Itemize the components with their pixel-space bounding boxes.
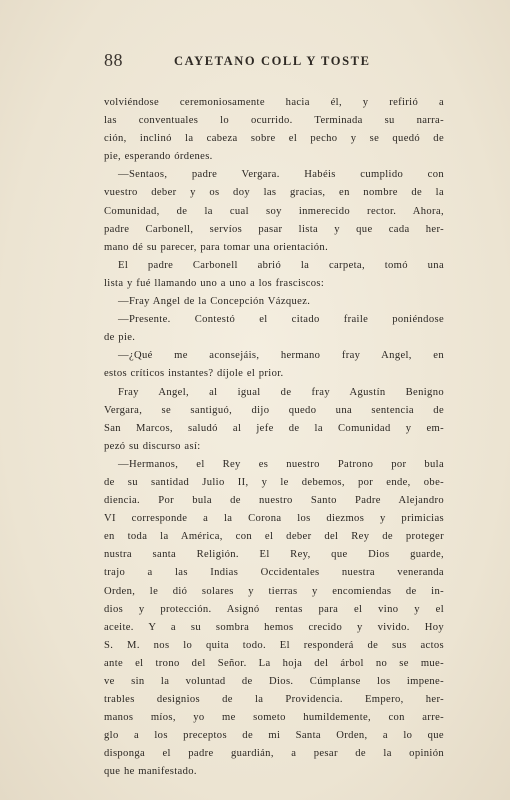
text-line: de su santidad Julio II, y le debemos, por ende, obe- — [104, 476, 444, 488]
text-line: ve sin la voluntad de Dios. Cúmplanse los impene- — [104, 676, 444, 687]
text-line: mano dé su parecer, para tomar una orientación. — [104, 241, 329, 253]
text-line: El padre Carbonell abrió la carpeta, tomó una — [118, 259, 444, 271]
text-line: —¿Qué me aconsejáis, hermano fray Angel, en — [118, 350, 444, 362]
text-line: Vergara, se santiguó, dijo quedo una sentencia de — [104, 404, 444, 416]
text-line: ción, inclinó la cabeza sobre el pecho y se quedó de — [104, 133, 444, 145]
text-line: ante el trono del Señor. La hoja del árbol no se mue- — [104, 657, 444, 669]
text-line: dios y protección. Asignó rentas para el vino y el — [104, 603, 444, 615]
running-head: CAYETANO COLL Y TOSTE — [174, 54, 371, 68]
text-line: las conventuales lo ocurrido. Terminada su narra- — [104, 115, 444, 127]
text-line: VI corresponde a la Corona los diezmos y primicias — [104, 513, 444, 525]
text-line: trables designios de la Providencia. Empero, her- — [104, 694, 444, 706]
text-line: estos críticos instantes? díjole el prior. — [104, 368, 284, 380]
text-line: en toda la América, con el deber del Rey de proteger — [104, 531, 444, 543]
text-line: pezó su discurso así: — [104, 440, 201, 452]
text-line: que he manifestado. — [104, 766, 197, 778]
text-line: nustra santa Religión. El Rey, que Dios guarde, — [104, 549, 444, 561]
body-text — [104, 94, 444, 782]
text-line: padre Carbonell, servíos pasar lista y que cada her- — [104, 223, 444, 235]
text-line: trajo a las Indias Occidentales nuestra veneranda — [104, 567, 444, 579]
text-line: S. M. nos lo quita todo. El responderá de sus actos — [104, 639, 444, 651]
text-line: glo a los preceptos de mi Santa Orden, a lo que — [104, 730, 444, 742]
text-line: vuestro deber y os doy las gracias, en nombre de la — [104, 187, 444, 199]
text-line: —Hermanos, el Rey es nuestro Patrono por bula — [118, 458, 444, 470]
page-header — [104, 50, 444, 72]
text-line: —Sentaos, padre Vergara. Habéis cumplido con — [118, 169, 444, 181]
text-line: manos míos, yo me someto humildemente, con arre- — [104, 712, 444, 724]
text-line: Orden, le dió solares y tierras y encomiendas de in- — [104, 585, 444, 597]
text-line: Comunidad, de la cual soy inmerecido rector. Ahora, — [104, 205, 444, 217]
page-number: 88 — [104, 50, 123, 70]
text-line: volviéndose ceremoniosamente hacia él, y refirió a — [104, 97, 444, 108]
text-line: San Marcos, saludó al jefe de la Comunidad y em- — [104, 422, 444, 434]
text-line: Fray Angel, al igual de fray Agustín Benigno — [118, 386, 444, 398]
text-line: pie, esperando órdenes. — [104, 151, 213, 163]
text-line: diencia. Por bula de nuestro Santo Padre Alejandro — [104, 495, 444, 507]
text-line: lista y fué llamando uno a uno a los frasciscos: — [104, 277, 325, 289]
text-line: disponga el padre guardián, a pesar de la opinión — [104, 748, 444, 760]
text-line: —Fray Angel de la Concepción Vázquez. — [118, 296, 311, 308]
text-line: aceite. Y a su sombra hemos crecido y vivido. Hoy — [104, 621, 444, 633]
text-line: —Presente. Contestó el citado fraile poniéndose — [118, 314, 444, 326]
text-line: de pie. — [104, 332, 136, 344]
